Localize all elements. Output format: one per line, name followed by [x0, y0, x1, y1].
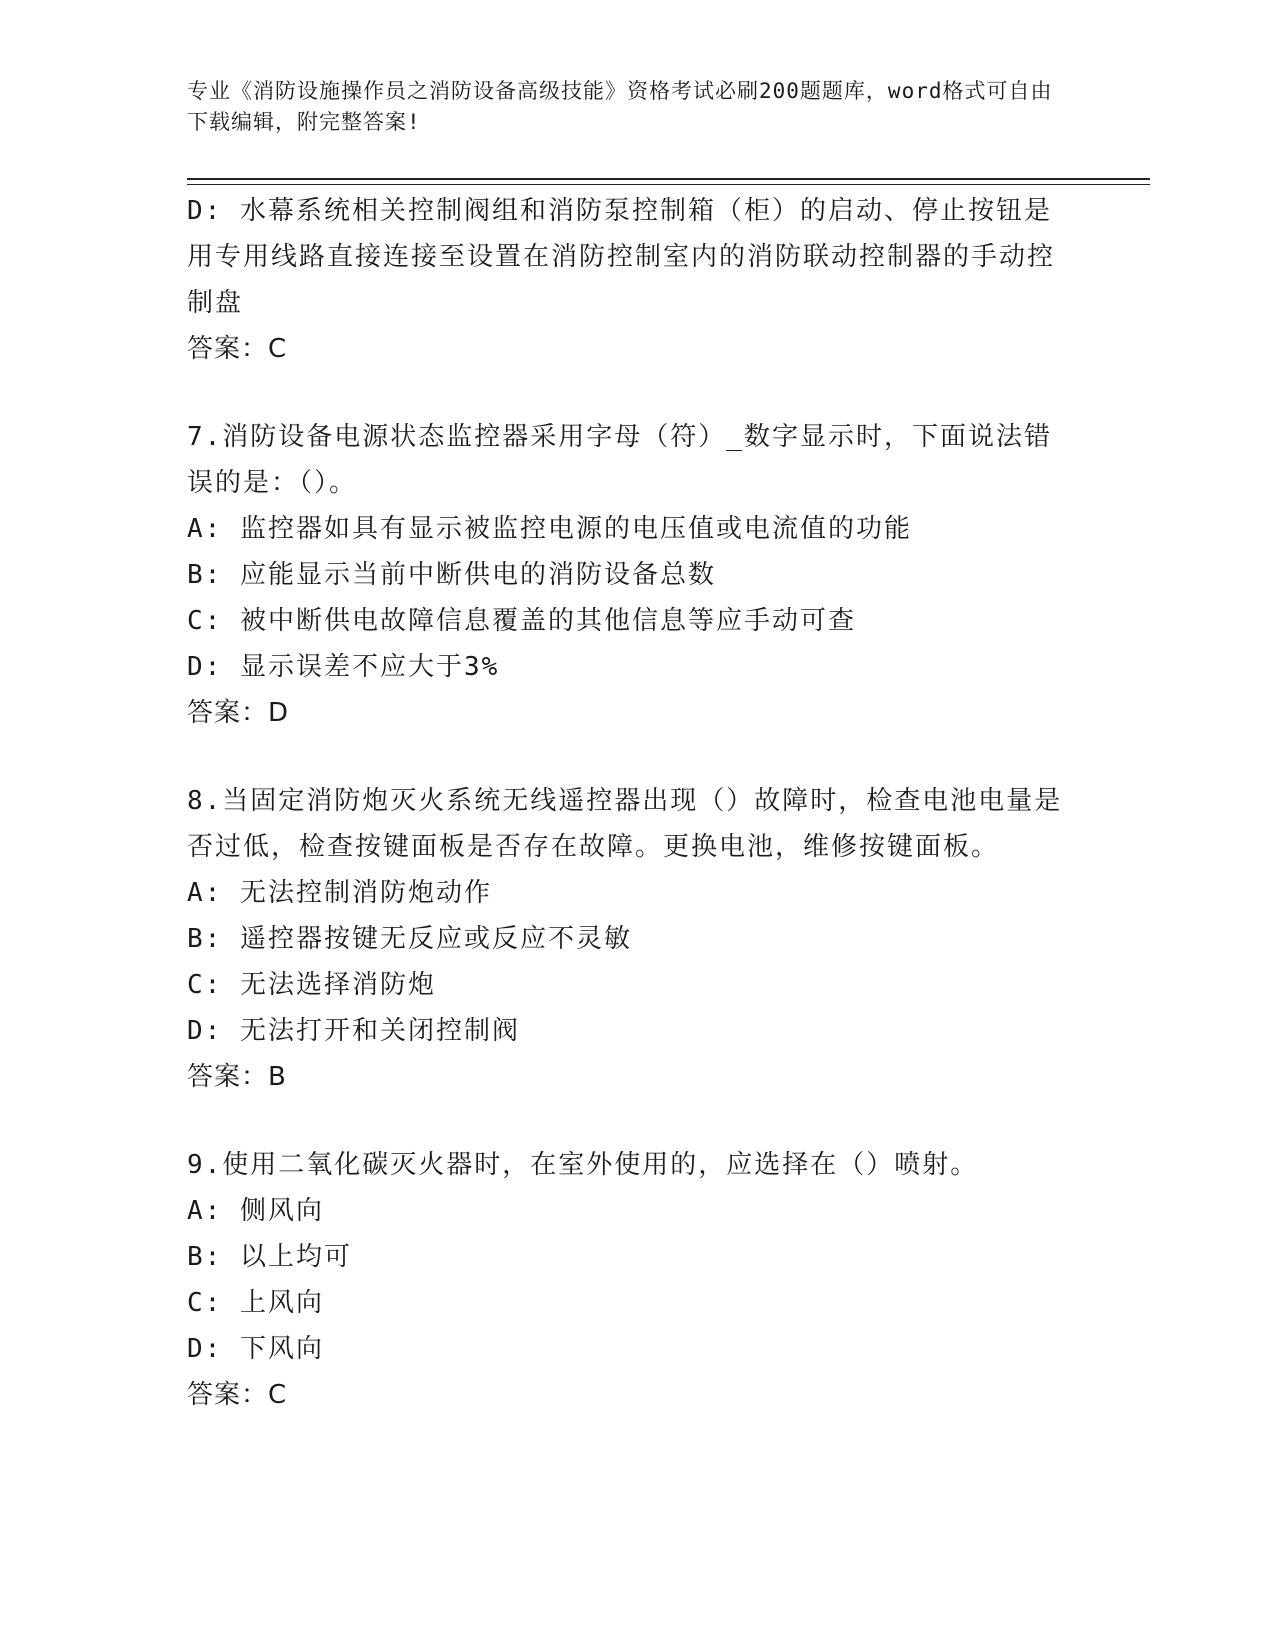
header-text: 专业《消防设施操作员之消防设备高级技能》资格考试必刷200题题库，word格式可自由下载编辑，附完整答案!: [187, 79, 1053, 134]
question-9: [187, 1142, 1087, 1418]
question-stem: 7.消防设备电源状态监控器采用字母（符）_数字显示时，下面说法错误的是：（）。: [187, 422, 1052, 498]
question-6-continuation: [187, 188, 1087, 372]
option-d: D: 水幕系统相关控制阀组和消防泵控制箱（柜）的启动、停止按钮是用专用线路直接连接至设置在消防控制室内的消防联动控制器的手动控制盘: [187, 196, 1056, 318]
option-d: D: 无法打开和关闭控制阀: [187, 1016, 520, 1046]
question-7: [187, 414, 1087, 736]
spacer: [187, 736, 1087, 778]
header-divider-thin: [187, 184, 1150, 185]
option-a: A: 侧风向: [187, 1196, 324, 1226]
question-stem: 8.当固定消防炮灭火系统无线遥控器出现（）故障时，检查电池电量是否过低，检查按键面板是否存在故障。更换电池，维修按键面板。: [187, 786, 1063, 862]
answer-line: 答案：B: [187, 1062, 287, 1092]
question-stem: 9.使用二氧化碳灭火器时，在室外使用的，应选择在（）喷射。: [187, 1150, 979, 1180]
answer-line: 答案：C: [187, 334, 288, 364]
option-c: C: 无法选择消防炮: [187, 970, 436, 1000]
page-header: [187, 76, 1067, 138]
spacer: [187, 372, 1087, 414]
option-a: A: 无法控制消防炮动作: [187, 878, 492, 908]
question-8: [187, 778, 1087, 1100]
header-divider-thick: [187, 178, 1150, 180]
spacer: [187, 1100, 1087, 1142]
answer-line: 答案：C: [187, 1380, 288, 1410]
option-c: C: 上风向: [187, 1288, 324, 1318]
question-list: [187, 188, 1087, 1418]
option-b: B: 以上均可: [187, 1242, 352, 1272]
answer-line: 答案：D: [187, 698, 290, 728]
option-b: B: 应能显示当前中断供电的消防设备总数: [187, 560, 716, 590]
option-d: D: 显示误差不应大于3%: [187, 652, 500, 682]
option-b: B: 遥控器按键无反应或反应不灵敏: [187, 924, 632, 954]
option-d: D: 下风向: [187, 1334, 324, 1364]
option-c: C: 被中断供电故障信息覆盖的其他信息等应手动可查: [187, 606, 856, 636]
option-a: A: 监控器如具有显示被监控电源的电压值或电流值的功能: [187, 514, 912, 544]
